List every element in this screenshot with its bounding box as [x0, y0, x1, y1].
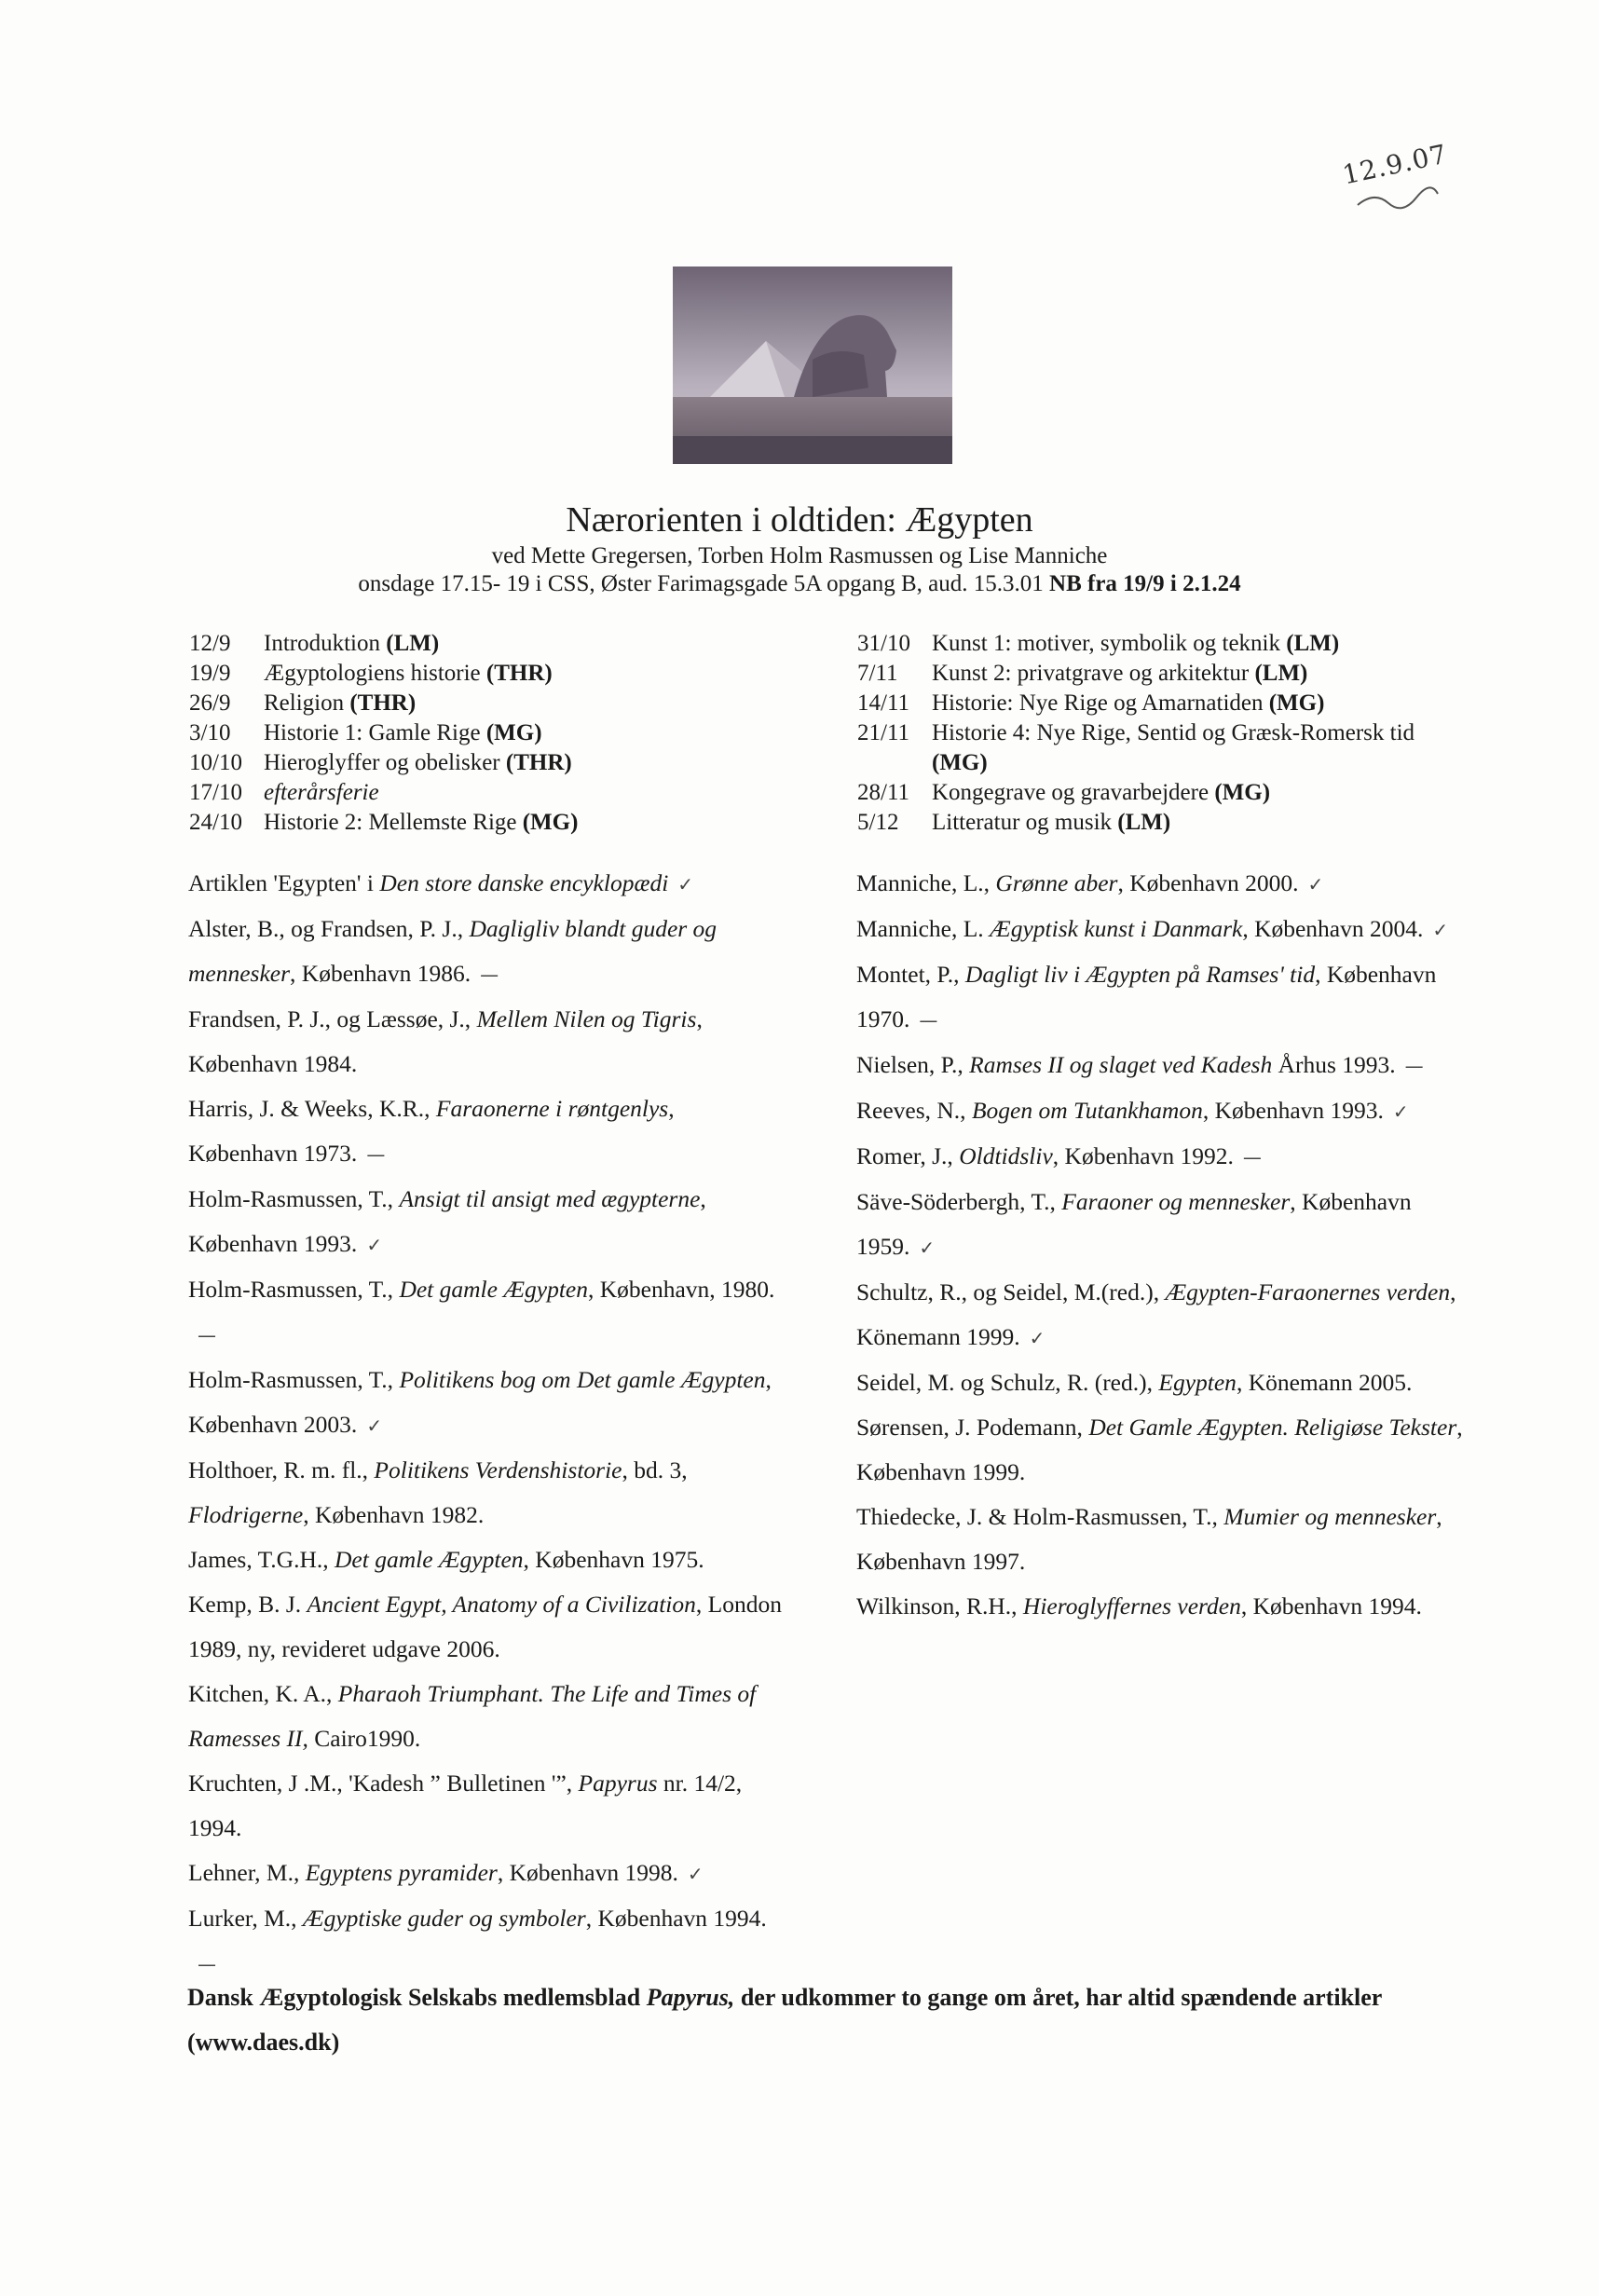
- schedule-lecturer: (MG): [1268, 690, 1325, 716]
- schedule-row: [189, 748, 711, 778]
- entry-title: Faraoner og mennesker: [1061, 1188, 1291, 1215]
- entry-author: Romer, J.,: [856, 1142, 960, 1169]
- entry-title: Oldtidsliv: [959, 1142, 1053, 1169]
- entry-author: Harris, J. & Weeks, K.R.,: [188, 1095, 436, 1122]
- checkmark-icon: ✓: [677, 873, 694, 895]
- schedule-topic: [932, 659, 1454, 689]
- schedule-lecturer: (LM): [386, 631, 440, 656]
- entry-title: Det gamle Ægypten: [399, 1276, 588, 1303]
- venue-text: onsdage 17.15- 19 i CSS, Øster Farimagsgade 5A opgang B, aud. 15.3.01: [358, 571, 1044, 596]
- footer-pre: Dansk Ægyptologisk Selskabs medlemsblad: [187, 1984, 647, 2011]
- entry-title: Dagligt liv i Ægypten på Ramses' tid: [964, 961, 1316, 988]
- bibliography-entry: [188, 997, 785, 1086]
- entry-author: Manniche, L.: [856, 915, 991, 942]
- entry-author: Holthoer, R. m. fl.,: [188, 1456, 375, 1483]
- entry-publication: , København 1998.: [497, 1859, 678, 1886]
- entry-author: Frandsen, P. J., og Læssøe, J.,: [188, 1005, 477, 1032]
- entry-author: Säve-Söderbergh, T.,: [856, 1188, 1062, 1215]
- entry-author: Montet, P.,: [856, 961, 965, 988]
- schedule-row: [189, 689, 711, 718]
- entry-author: Schultz, R., og Seidel, M.(red.),: [856, 1278, 1166, 1305]
- entry-publication: , København 1993.: [188, 1185, 706, 1257]
- entry-author: Holm-Rasmussen, T.,: [188, 1185, 400, 1212]
- footer-note: [187, 1975, 1399, 2065]
- schedule-date: 28/11: [857, 780, 910, 805]
- checkmark-icon: ✓: [366, 1234, 383, 1256]
- handwritten-squiggle-icon: [1356, 186, 1440, 214]
- schedule-row: [189, 778, 711, 808]
- entry-title: Ægyptiske guder og symboler: [302, 1905, 586, 1932]
- schedule-lecturer: (THR): [485, 661, 553, 686]
- checkmark-icon: ✓: [1432, 919, 1449, 941]
- schedule-topic-text: Kongegrave og gravarbejdere: [932, 780, 1210, 805]
- schedule-date: 14/11: [857, 690, 910, 716]
- entry-publication: , København 1992.: [1052, 1142, 1234, 1169]
- entry-author: Nielsen, P.,: [856, 1051, 970, 1078]
- entry-title: Ancient Egypt, Anatomy of a Civilization: [307, 1591, 696, 1618]
- bibliography-entry: [188, 1538, 785, 1582]
- entry-publication: Århus 1993.: [1272, 1051, 1396, 1078]
- schedule-topic-text: Religion: [264, 690, 345, 716]
- entry-title: Ansigt til ansigt med ægypterne: [399, 1185, 701, 1212]
- bibliography-entry: [188, 1448, 785, 1538]
- bibliography-entry: [188, 1761, 785, 1851]
- dash-mark-icon: —: [366, 1143, 386, 1166]
- schedule-row: [189, 718, 711, 748]
- schedule-lecturer: (LM): [1117, 810, 1171, 835]
- schedule-lecturer: (MG): [1214, 780, 1271, 805]
- schedule-row: [857, 629, 1454, 659]
- schedule-row: [857, 689, 1454, 718]
- entry-author: Sørensen, J. Podemann,: [856, 1414, 1089, 1441]
- schedule-topic: [264, 629, 711, 659]
- schedule-left: [189, 629, 711, 838]
- bibliography-entry: [856, 1043, 1490, 1088]
- schedule-topic: [264, 718, 711, 748]
- schedule-topic-text: Historie 4: Nye Rige, Sentid og Græsk-Romersk tid: [932, 720, 1415, 745]
- bibliography-entry: [188, 1582, 785, 1672]
- entry-publication: , København 1959.: [856, 1188, 1412, 1260]
- entry-title: Det gamle Ægypten: [335, 1546, 524, 1573]
- entry-title: Den store danske encyklopædi: [379, 869, 669, 896]
- schedule-row: [857, 659, 1454, 689]
- schedule-topic-text: efterårsferie: [264, 780, 379, 805]
- entry-title: Mumier og mennesker: [1223, 1503, 1437, 1530]
- entry-publication: , London 1989, ny, revideret udgave 2006.: [188, 1591, 782, 1662]
- dash-mark-icon: —: [198, 1953, 216, 1975]
- dash-mark-icon: —: [919, 1009, 938, 1032]
- entry-publication: , København 2004.: [1242, 915, 1424, 942]
- bibliography-entry: [188, 1896, 785, 1987]
- entry-publication: , København 1984.: [188, 1005, 703, 1077]
- entry-author: Reeves, N.,: [856, 1097, 972, 1124]
- entry-publication: , København 1993.: [1202, 1097, 1384, 1124]
- entry-title: Hieroglyffernes verden: [1022, 1592, 1241, 1620]
- entry-title: Egyptens pyramider: [305, 1859, 498, 1886]
- entry-publication: , København 1994.: [1240, 1592, 1422, 1620]
- entry-publication: , København 1986.: [290, 960, 472, 987]
- entry-author: Alster, B., og Frandsen, P. J.,: [188, 915, 470, 942]
- entry-publication: , København, 1980.: [587, 1276, 775, 1303]
- schedule-topic: [932, 629, 1454, 659]
- bibliography-entry: [188, 1267, 785, 1358]
- schedule-row: [857, 778, 1454, 808]
- schedule-topic: [264, 748, 711, 778]
- entry-publication: , København 1997.: [856, 1503, 1442, 1575]
- venue-line: [0, 571, 1599, 597]
- entry-publication: , København 1999.: [856, 1414, 1463, 1485]
- entry-author: Kitchen, K. A.,: [188, 1680, 338, 1707]
- schedule-topic-text: Litteratur og musik: [932, 810, 1113, 835]
- schedule-lecturer: (LM): [1254, 661, 1308, 686]
- entry-title: Mellem Nilen og Tigris: [476, 1005, 697, 1032]
- schedule-lecturer: (THR): [505, 750, 572, 775]
- entry-publication: , Könemann 1999.: [856, 1278, 1456, 1350]
- schedule-topic-text: Ægyptologiens historie: [264, 661, 481, 686]
- schedule-topic-text: Kunst 2: privatgrave og arkitektur: [932, 661, 1250, 686]
- schedule-topic: [932, 689, 1454, 718]
- bibliography-entry: [188, 1672, 785, 1761]
- entry-title: Politikens Verdenshistorie: [374, 1456, 622, 1483]
- schedule-row: [189, 659, 711, 689]
- bibliography-entry: [188, 861, 785, 907]
- entry-publication: , København 1973.: [188, 1095, 675, 1167]
- entry-title: Faraonerne i røntgenlys: [435, 1095, 669, 1122]
- entry-author: Holm-Rasmussen, T.,: [188, 1366, 400, 1393]
- bibliography-entry: [856, 1088, 1490, 1134]
- entry-title: Papyrus: [578, 1770, 658, 1797]
- schedule-row: [189, 629, 711, 659]
- entry-author: Kruchten, J .M., 'Kadesh ” Bulletinen '”,: [188, 1770, 579, 1797]
- entry-publication: , bd. 3,: [622, 1456, 688, 1483]
- checkmark-icon: ✓: [919, 1237, 936, 1259]
- entry-publication: , Könemann 2005.: [1236, 1369, 1413, 1396]
- schedule-date: 12/9: [189, 631, 231, 656]
- footer-title: Papyrus,: [646, 1984, 735, 2011]
- schedule-lecturer: (LM): [1286, 631, 1340, 656]
- checkmark-icon: ✓: [1392, 1100, 1409, 1123]
- bibliography-right: [856, 861, 1490, 1629]
- entry-title: Ramses II og slaget ved Kadesh: [969, 1051, 1273, 1078]
- dash-mark-icon: —: [1404, 1055, 1424, 1077]
- schedule-row: [857, 718, 1454, 778]
- bibliography-entry: [856, 1360, 1490, 1405]
- entry-title: Ægyptisk kunst i Danmark: [990, 915, 1243, 942]
- schedule-date: 24/10: [189, 810, 242, 835]
- bibliography-entry: [856, 1270, 1490, 1360]
- dash-mark-icon: —: [480, 964, 499, 986]
- entry-author: Holm-Rasmussen, T.,: [188, 1276, 400, 1303]
- schedule-date: 3/10: [189, 720, 231, 745]
- schedule-lecturer: (THR): [349, 690, 417, 716]
- bibliography-entry: [856, 1134, 1490, 1180]
- entry-title: Pharaoh Triumphant. The Life and Times of Ramesses II,: [188, 1680, 757, 1752]
- bibliography-entry: [188, 1086, 785, 1177]
- schedule-topic: [264, 659, 711, 689]
- checkmark-icon: ✓: [687, 1863, 704, 1885]
- schedule-lecturer: (MG): [932, 750, 988, 775]
- bibliography-entry: [856, 861, 1490, 907]
- entry-publication: , København 1994.: [585, 1905, 767, 1932]
- checkmark-icon: ✓: [366, 1414, 383, 1437]
- entry-author: Kemp, B. J.: [188, 1591, 308, 1618]
- entry-author: Wilkinson, R.H.,: [856, 1592, 1023, 1620]
- entry-author: Artiklen 'Egypten' i: [188, 869, 380, 896]
- bibliography-entry: [188, 1358, 785, 1448]
- checkmark-icon: ✓: [1029, 1327, 1046, 1349]
- entry-publication: nr. 14/2, 1994.: [188, 1770, 743, 1841]
- entry-title: Egypten: [1158, 1369, 1237, 1396]
- bibliography-entry: [856, 1495, 1490, 1584]
- schedule-topic-text: Kunst 1: motiver, symbolik og teknik: [932, 631, 1280, 656]
- schedule-row: [189, 808, 711, 838]
- entry-author: Lurker, M.,: [188, 1905, 303, 1932]
- bibliography-entry: [856, 907, 1490, 952]
- entry-title: Dagligliv blandt guder og mennesker: [188, 915, 718, 987]
- entry-publication: , København 1975.: [523, 1546, 704, 1573]
- entry-publication: , København 1970.: [856, 961, 1437, 1032]
- footer-post: der udkommer to gange om året, har altid spændende artikler (www.daes.dk): [187, 1984, 1382, 2056]
- schedule-topic: [932, 778, 1454, 808]
- schedule-date: 5/12: [857, 810, 899, 835]
- entry-author: Seidel, M. og Schulz, R. (red.),: [856, 1369, 1159, 1396]
- entry-title: Grønne aber: [995, 869, 1118, 896]
- schedule-date: 31/10: [857, 631, 910, 656]
- bibliography-entry: [856, 952, 1490, 1043]
- bibliography-entry: [188, 1851, 785, 1896]
- handwritten-date: 12.9.07: [1339, 138, 1451, 191]
- schedule-topic: [932, 808, 1454, 838]
- entry-publication: , København 1982.: [303, 1501, 485, 1528]
- bibliography-entry: [188, 1177, 785, 1267]
- schedule-right: [857, 629, 1454, 838]
- schedule-row: [857, 808, 1454, 838]
- bibliography-left: [188, 861, 785, 1987]
- lecturers-line: ved Mette Gregersen, Torben Holm Rasmussen og Lise Manniche: [491, 543, 1108, 568]
- entry-publication: , København 2003.: [188, 1366, 772, 1438]
- bibliography-entry: [856, 1180, 1490, 1270]
- schedule-date: 21/11: [857, 720, 910, 745]
- entry-author: Thiedecke, J. & Holm-Rasmussen, T.,: [856, 1503, 1224, 1530]
- dash-mark-icon: —: [1242, 1146, 1262, 1168]
- schedule-lecturer: (MG): [522, 810, 579, 835]
- bibliography-entry: [856, 1405, 1490, 1495]
- schedule-date: 7/11: [857, 661, 898, 686]
- schedule-topic-text: Historie 2: Mellemste Rige: [264, 810, 517, 835]
- schedule-topic-text: Introduktion: [264, 631, 380, 656]
- schedule-topic-text: Hieroglyffer og obelisker: [264, 750, 500, 775]
- entry-title: Bogen om Tutankhamon: [971, 1097, 1203, 1124]
- entry-publication: , København 2000.: [1117, 869, 1299, 896]
- checkmark-icon: ✓: [1307, 873, 1324, 895]
- bibliography-entry: [856, 1584, 1490, 1629]
- schedule-topic: [264, 689, 711, 718]
- entry-author: Manniche, L.,: [856, 869, 996, 896]
- schedule-date: 19/9: [189, 661, 231, 686]
- schedule-lecturer: (MG): [485, 720, 542, 745]
- schedule-topic: [932, 718, 1454, 778]
- sphinx-photo: [673, 266, 952, 464]
- entry-title: Flodrigerne: [188, 1501, 304, 1528]
- entry-title: Ægypten-Faraonernes verden: [1165, 1278, 1451, 1305]
- schedule-date: 26/9: [189, 690, 231, 716]
- schedule-topic-text: Historie 1: Gamle Rige: [264, 720, 481, 745]
- schedule-date: 10/10: [189, 750, 242, 775]
- page-title: Nærorienten i oldtiden: Ægypten: [566, 500, 1033, 540]
- schedule-topic: [264, 808, 711, 838]
- entry-title: Det Gamle Ægypten. Religiøse Tekster: [1088, 1414, 1457, 1441]
- entry-author: James, T.G.H.,: [188, 1546, 335, 1573]
- entry-publication: Cairo1990.: [308, 1725, 421, 1752]
- schedule-topic: [264, 778, 711, 808]
- schedule-topic-text: Historie: Nye Rige og Amarnatiden: [932, 690, 1264, 716]
- bibliography-entry: [188, 907, 785, 997]
- venue-note: NB fra 19/9 i 2.1.24: [1049, 571, 1241, 596]
- dash-mark-icon: —: [198, 1324, 216, 1346]
- schedule-date: 17/10: [189, 780, 242, 805]
- entry-title: Politikens bog om Det gamle Ægypten: [399, 1366, 766, 1393]
- entry-author: Lehner, M.,: [188, 1859, 306, 1886]
